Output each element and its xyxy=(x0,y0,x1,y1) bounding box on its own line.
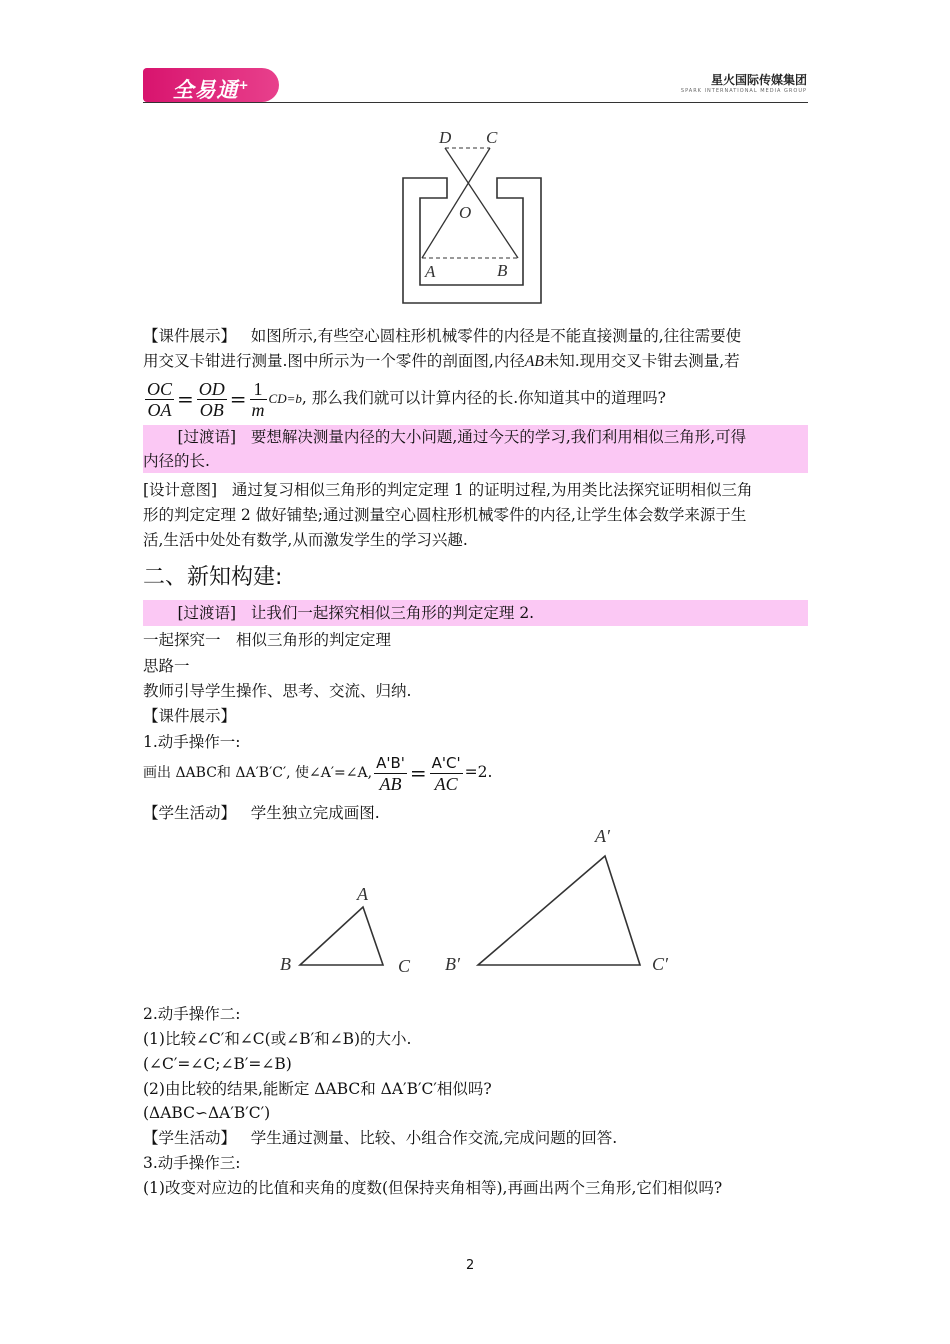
operation-1-text: 画出 ΔABC和 ΔA′B′C′, 使∠A′=∠A, $\frac{A'B'}{AB}$ = $\frac{A'C'}{AC}$ =2. xyxy=(143,753,493,794)
label-A: A xyxy=(425,262,436,281)
design-intent-line-2: 形的判定定理 2 做好铺垫;通过测量空心圆柱形机械零件的内径,让学生体会数学来源于生 xyxy=(143,506,747,524)
publisher-english-name: SPARK INTERNATIONAL MEDIA GROUP xyxy=(680,88,807,94)
label-small-A: A xyxy=(357,884,368,904)
operation-2-question-1: (1)比较∠C′和∠C(或∠B′和∠B)的大小. xyxy=(143,1030,412,1048)
fraction-A'B'-AB: $\frac{A'B'}{AB}$ xyxy=(376,753,405,794)
fraction-1-m: $\frac{1}{m}$ xyxy=(251,378,265,420)
label-B: B xyxy=(497,261,508,280)
operation-2-answer-2: (ΔABC∽ΔA′B′C′) xyxy=(143,1104,271,1122)
courseware-line-2: 用交叉卡钳进行测量.图中所示为一个零件的剖面图,内径AB未知.现用交叉卡钳去测量,若 xyxy=(143,352,740,370)
publisher-name: 星火国际传媒集团 xyxy=(710,73,807,87)
operation-2-question-2: (2)由比较的结果,能断定 ΔABC和 ΔA′B′C′相似吗? xyxy=(143,1080,492,1098)
transition-1-line-1: [过渡语] 要想解决测量内径的大小问题,通过今天的学习,我们利用相似三角形,可得 xyxy=(177,428,747,446)
operation-2-answer-1: (∠C′=∠C;∠B′=∠B) xyxy=(143,1055,292,1073)
label-small-C: C xyxy=(398,956,411,976)
student-activity-2: 【学生活动】 学生通过测量、比较、小组合作交流,完成问题的回答. xyxy=(143,1129,618,1147)
student-activity-1: 【学生活动】 学生独立完成画图. xyxy=(143,804,380,822)
triangle-ABC xyxy=(300,907,383,965)
idea-label: 思路一 xyxy=(143,657,190,675)
design-intent-line-1: [设计意图] 通过复习相似三角形的判定定理 1 的证明过程,为用类比法探究证明相似三角 xyxy=(143,481,753,499)
courseware-tag-2: 【课件展示】 xyxy=(143,707,237,725)
header-divider xyxy=(143,102,808,103)
label-C: C xyxy=(486,128,498,147)
label-O: O xyxy=(459,203,472,222)
operation-1-title: 1.动手操作一: xyxy=(143,733,241,751)
sparkle-icon: + xyxy=(238,78,250,92)
section-title: 二、新知构建: xyxy=(143,565,283,590)
courseware-line-3: $\frac{OC}{OA}$ = $\frac{OD}{OB}$ = $\frac{1}{m}$ CD=b, 那么我们就可以计算内径的长.你知道其中的道理吗? xyxy=(147,378,666,420)
page-number: 2 xyxy=(466,1258,475,1273)
label-large-B: B′ xyxy=(445,954,460,974)
fraction-OD-OB: $\frac{OD}{OB}$ xyxy=(198,378,225,420)
triangle-A'B'C' xyxy=(478,856,640,965)
design-intent-line-3: 活,生活中处处有数学,从而激发学生的学习兴趣. xyxy=(143,531,468,549)
transition-2: [过渡语] 让我们一起探究相似三角形的判定定理 2. xyxy=(177,604,535,622)
label-large-A: A′ xyxy=(595,826,610,846)
label-D: D xyxy=(439,128,452,147)
fraction-A'C'-AC: $\frac{A'C'}{AC}$ xyxy=(431,753,461,794)
operation-3-title: 3.动手操作三: xyxy=(143,1154,241,1172)
caliper-diagram xyxy=(395,120,550,310)
label-large-C: C′ xyxy=(652,954,668,974)
label-small-B: B xyxy=(280,954,291,974)
fraction-OC-OA: $\frac{OC}{OA}$ xyxy=(147,378,173,420)
operation-3-question-1: (1)改变对应边的比值和夹角的度数(但保持夹角相等),再画出两个三角形,它们相似吗? xyxy=(143,1179,723,1197)
logo: 全易通+ xyxy=(143,68,279,102)
teacher-guidance: 教师引导学生操作、思考、交流、归纳. xyxy=(143,682,412,700)
triangles-diagram xyxy=(270,820,690,985)
transition-1-line-2: 内径的长. xyxy=(143,452,210,470)
courseware-line-1: 【课件展示】 如图所示,有些空心圆柱形机械零件的内径是不能直接测量的,往往需要使 xyxy=(143,327,742,345)
cylinder-cross-section xyxy=(403,178,541,303)
operation-2-title: 2.动手操作二: xyxy=(143,1005,241,1023)
explore-title: 一起探究一 相似三角形的判定定理 xyxy=(143,631,392,649)
